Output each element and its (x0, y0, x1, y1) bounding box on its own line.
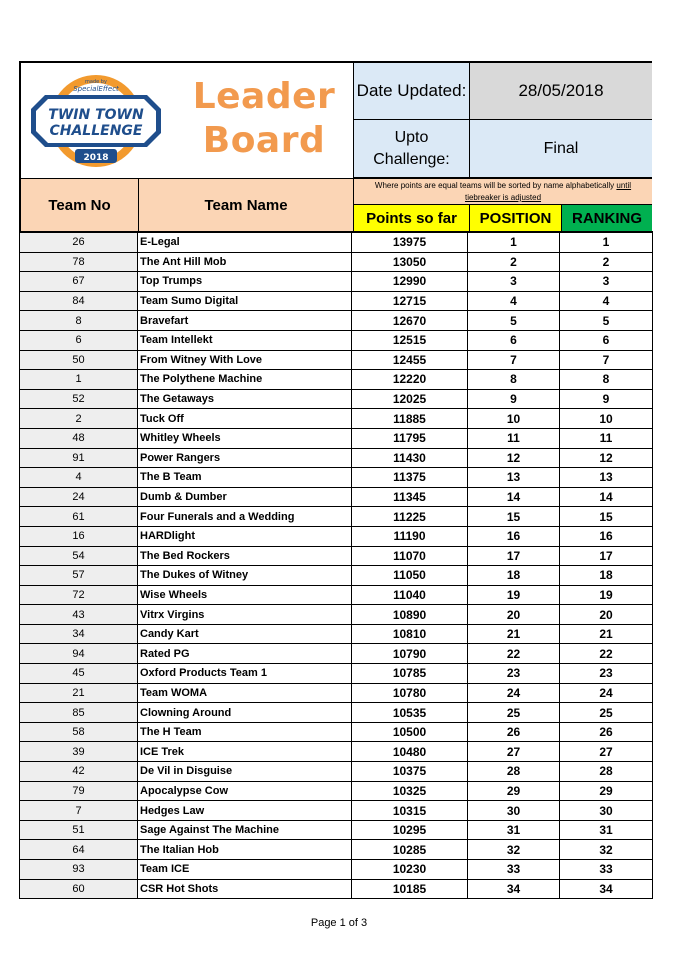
position-cell: 1 (468, 232, 560, 252)
team-name-cell: HARDlight (138, 526, 352, 546)
position-cell: 23 (468, 664, 560, 684)
team-no-cell: 7 (20, 801, 138, 821)
ranking-cell: 4 (560, 291, 653, 311)
column-header-points: Points so far (353, 204, 469, 231)
points-cell: 11190 (352, 526, 468, 546)
ranking-cell: 23 (560, 664, 653, 684)
team-no-cell: 58 (20, 722, 138, 742)
page-number: Page 1 of 3 (310, 917, 368, 929)
ranking-cell: 33 (560, 860, 653, 880)
ranking-cell: 1 (560, 232, 653, 252)
team-no-cell: 67 (20, 272, 138, 292)
ranking-cell: 6 (560, 330, 653, 350)
points-cell: 10315 (352, 801, 468, 821)
ranking-cell: 7 (560, 350, 653, 370)
points-cell: 11345 (352, 487, 468, 507)
table-row (20, 389, 653, 409)
table-row (20, 526, 653, 546)
upto-label-line1: Upto (394, 128, 429, 146)
logo-cell (21, 63, 353, 178)
position-cell: 10 (468, 409, 560, 429)
team-no-cell: 61 (20, 507, 138, 527)
team-name-cell: The Dukes of Witney (138, 566, 352, 586)
points-cell: 11070 (352, 546, 468, 566)
logo-year: 2018 (83, 153, 109, 163)
points-cell: 10375 (352, 762, 468, 782)
note-underline-1: until (616, 181, 632, 190)
ranking-cell: 31 (560, 820, 653, 840)
points-cell: 10810 (352, 624, 468, 644)
position-cell: 17 (468, 546, 560, 566)
team-no-cell: 84 (20, 291, 138, 311)
team-name-cell: Hedges Law (138, 801, 352, 821)
points-cell: 11375 (352, 468, 468, 488)
points-cell: 12025 (352, 389, 468, 409)
position-cell: 19 (468, 585, 560, 605)
table-row (20, 722, 653, 742)
title-line-board: Board (202, 120, 326, 161)
team-name-cell: From Witney With Love (138, 350, 352, 370)
table-row (20, 624, 653, 644)
position-cell: 7 (468, 350, 560, 370)
ranking-cell: 8 (560, 370, 653, 390)
table-row (20, 370, 653, 390)
team-name-cell: Tuck Off (138, 409, 352, 429)
table-row (20, 664, 653, 684)
table-row (20, 820, 653, 840)
ranking-cell: 19 (560, 585, 653, 605)
team-name-cell: Clowning Around (138, 703, 352, 723)
table-row (20, 409, 653, 429)
team-no-cell: 94 (20, 644, 138, 664)
points-cell: 10780 (352, 683, 468, 703)
ranking-cell: 13 (560, 468, 653, 488)
table-row (20, 468, 653, 488)
team-no-cell: 48 (20, 428, 138, 448)
team-name-cell: ICE Trek (138, 742, 352, 762)
table-row (20, 566, 653, 586)
team-name-cell: Team WOMA (138, 683, 352, 703)
ranking-cell: 21 (560, 624, 653, 644)
team-no-cell: 64 (20, 840, 138, 860)
points-cell: 12715 (352, 291, 468, 311)
title-line-leader: Leader (192, 76, 336, 117)
table-row (20, 703, 653, 723)
leaderboard-header (19, 61, 652, 231)
team-name-cell: Team Intellekt (138, 330, 352, 350)
position-cell: 8 (468, 370, 560, 390)
leaderboard-table (19, 231, 653, 899)
ranking-cell: 26 (560, 722, 653, 742)
position-cell: 31 (468, 820, 560, 840)
team-no-cell: 4 (20, 468, 138, 488)
points-cell: 11050 (352, 566, 468, 586)
team-name-cell: Oxford Products Team 1 (138, 664, 352, 684)
ranking-cell: 25 (560, 703, 653, 723)
team-no-cell: 72 (20, 585, 138, 605)
team-name-cell: Apocalypse Cow (138, 781, 352, 801)
table-row (20, 781, 653, 801)
tiebreak-note (353, 178, 652, 204)
team-name-cell: The Ant Hill Mob (138, 252, 352, 272)
ranking-cell: 2 (560, 252, 653, 272)
team-no-cell: 78 (20, 252, 138, 272)
table-row (20, 546, 653, 566)
table-row (20, 801, 653, 821)
position-cell: 28 (468, 762, 560, 782)
date-updated-label: Date Updated: (353, 63, 469, 120)
position-cell: 5 (468, 311, 560, 331)
leaderboard-sheet (19, 61, 652, 899)
team-no-cell: 50 (20, 350, 138, 370)
points-cell: 12515 (352, 330, 468, 350)
team-no-cell: 60 (20, 879, 138, 899)
table-row (20, 272, 653, 292)
points-cell: 10785 (352, 664, 468, 684)
ranking-cell: 29 (560, 781, 653, 801)
points-cell: 10285 (352, 840, 468, 860)
team-name-cell: Sage Against The Machine (138, 820, 352, 840)
position-cell: 9 (468, 389, 560, 409)
position-cell: 29 (468, 781, 560, 801)
page-title (179, 75, 349, 163)
position-cell: 2 (468, 252, 560, 272)
points-cell: 10500 (352, 722, 468, 742)
team-no-cell: 1 (20, 370, 138, 390)
points-cell: 10890 (352, 605, 468, 625)
table-row (20, 330, 653, 350)
ranking-cell: 5 (560, 311, 653, 331)
team-no-cell: 91 (20, 448, 138, 468)
table-row (20, 683, 653, 703)
table-row (20, 350, 653, 370)
table-row (20, 311, 653, 331)
ranking-cell: 28 (560, 762, 653, 782)
position-cell: 30 (468, 801, 560, 821)
points-cell: 13975 (352, 232, 468, 252)
column-header-position: POSITION (469, 204, 561, 231)
team-name-cell: Power Rangers (138, 448, 352, 468)
ranking-cell: 24 (560, 683, 653, 703)
column-header-ranking: RANKING (561, 204, 652, 231)
team-no-cell: 34 (20, 624, 138, 644)
team-name-cell: The Polythene Machine (138, 370, 352, 390)
points-cell: 10185 (352, 879, 468, 899)
upto-label-line2: Challenge: (373, 150, 450, 168)
ranking-cell: 18 (560, 566, 653, 586)
table-row (20, 585, 653, 605)
ranking-cell: 16 (560, 526, 653, 546)
logo-brand-text: SpecialEffect (73, 85, 119, 93)
points-cell: 11040 (352, 585, 468, 605)
points-cell: 13050 (352, 252, 468, 272)
team-name-cell: De Vil in Disguise (138, 762, 352, 782)
team-no-cell: 42 (20, 762, 138, 782)
table-row (20, 605, 653, 625)
team-name-cell: The Getaways (138, 389, 352, 409)
team-no-cell: 79 (20, 781, 138, 801)
position-cell: 14 (468, 487, 560, 507)
team-no-cell: 2 (20, 409, 138, 429)
table-row (20, 879, 653, 899)
logo-line1: TWIN TOWN (48, 107, 144, 123)
points-cell: 11225 (352, 507, 468, 527)
position-cell: 20 (468, 605, 560, 625)
position-cell: 27 (468, 742, 560, 762)
table-row (20, 448, 653, 468)
points-cell: 12455 (352, 350, 468, 370)
points-cell: 10535 (352, 703, 468, 723)
points-cell: 10790 (352, 644, 468, 664)
points-cell: 12220 (352, 370, 468, 390)
team-name-cell: Wise Wheels (138, 585, 352, 605)
team-name-cell: The B Team (138, 468, 352, 488)
column-header-team-no: Team No (21, 178, 139, 231)
logo-top-text: made by (85, 79, 107, 85)
ranking-cell: 34 (560, 879, 653, 899)
team-name-cell: The Italian Hob (138, 840, 352, 860)
team-no-cell: 6 (20, 330, 138, 350)
ranking-cell: 12 (560, 448, 653, 468)
points-cell: 12990 (352, 272, 468, 292)
ranking-cell: 9 (560, 389, 653, 409)
team-no-cell: 45 (20, 664, 138, 684)
table-row (20, 507, 653, 527)
position-cell: 12 (468, 448, 560, 468)
table-row (20, 232, 653, 252)
team-no-cell: 39 (20, 742, 138, 762)
team-name-cell: Candy Kart (138, 624, 352, 644)
points-cell: 10480 (352, 742, 468, 762)
position-cell: 25 (468, 703, 560, 723)
ranking-cell: 11 (560, 428, 653, 448)
team-name-cell: Whitley Wheels (138, 428, 352, 448)
team-no-cell: 52 (20, 389, 138, 409)
team-name-cell: E-Legal (138, 232, 352, 252)
position-cell: 24 (468, 683, 560, 703)
position-cell: 3 (468, 272, 560, 292)
points-cell: 11795 (352, 428, 468, 448)
table-row (20, 644, 653, 664)
team-name-cell: Team Sumo Digital (138, 291, 352, 311)
ranking-cell: 32 (560, 840, 653, 860)
position-cell: 13 (468, 468, 560, 488)
points-cell: 12670 (352, 311, 468, 331)
team-no-cell: 8 (20, 311, 138, 331)
column-header-team-name: Team Name (139, 178, 353, 231)
points-cell: 10230 (352, 860, 468, 880)
team-name-cell: Bravefart (138, 311, 352, 331)
position-cell: 15 (468, 507, 560, 527)
table-row (20, 252, 653, 272)
team-no-cell: 26 (20, 232, 138, 252)
team-name-cell: The H Team (138, 722, 352, 742)
table-row (20, 860, 653, 880)
position-cell: 6 (468, 330, 560, 350)
ranking-cell: 14 (560, 487, 653, 507)
team-name-cell: Top Trumps (138, 272, 352, 292)
ranking-cell: 15 (560, 507, 653, 527)
team-name-cell: Vitrx Virgins (138, 605, 352, 625)
ranking-cell: 10 (560, 409, 653, 429)
leaderboard-body (20, 232, 653, 899)
team-name-cell: The Bed Rockers (138, 546, 352, 566)
team-no-cell: 51 (20, 820, 138, 840)
points-cell: 10325 (352, 781, 468, 801)
upto-challenge-value: Final (469, 120, 652, 178)
team-no-cell: 24 (20, 487, 138, 507)
table-row (20, 840, 653, 860)
date-updated-value: 28/05/2018 (469, 63, 652, 120)
position-cell: 32 (468, 840, 560, 860)
position-cell: 18 (468, 566, 560, 586)
team-no-cell: 85 (20, 703, 138, 723)
table-row (20, 487, 653, 507)
position-cell: 11 (468, 428, 560, 448)
note-main: Where points are equal teams will be sorted by name alphabetically (374, 181, 617, 190)
position-cell: 33 (468, 860, 560, 880)
points-cell: 10295 (352, 820, 468, 840)
table-row (20, 428, 653, 448)
team-name-cell: Four Funerals and a Wedding (138, 507, 352, 527)
position-cell: 22 (468, 644, 560, 664)
team-no-cell: 16 (20, 526, 138, 546)
team-name-cell: Rated PG (138, 644, 352, 664)
logo-line2: CHALLENGE (49, 123, 143, 139)
team-name-cell: CSR Hot Shots (138, 879, 352, 899)
ranking-cell: 22 (560, 644, 653, 664)
ranking-cell: 3 (560, 272, 653, 292)
ranking-cell: 17 (560, 546, 653, 566)
table-row (20, 742, 653, 762)
table-row (20, 291, 653, 311)
ranking-cell: 27 (560, 742, 653, 762)
position-cell: 16 (468, 526, 560, 546)
ranking-cell: 30 (560, 801, 653, 821)
team-no-cell: 57 (20, 566, 138, 586)
points-cell: 11885 (352, 409, 468, 429)
ranking-cell: 20 (560, 605, 653, 625)
position-cell: 4 (468, 291, 560, 311)
team-no-cell: 93 (20, 860, 138, 880)
team-no-cell: 21 (20, 683, 138, 703)
team-no-cell: 43 (20, 605, 138, 625)
position-cell: 26 (468, 722, 560, 742)
team-no-cell: 54 (20, 546, 138, 566)
note-underline-2: tiebreaker is adjusted (464, 193, 542, 202)
team-name-cell: Dumb & Dumber (138, 487, 352, 507)
team-name-cell: Team ICE (138, 860, 352, 880)
table-row (20, 762, 653, 782)
position-cell: 34 (468, 879, 560, 899)
twin-town-challenge-logo (25, 71, 167, 171)
upto-challenge-label (353, 120, 469, 178)
position-cell: 21 (468, 624, 560, 644)
points-cell: 11430 (352, 448, 468, 468)
